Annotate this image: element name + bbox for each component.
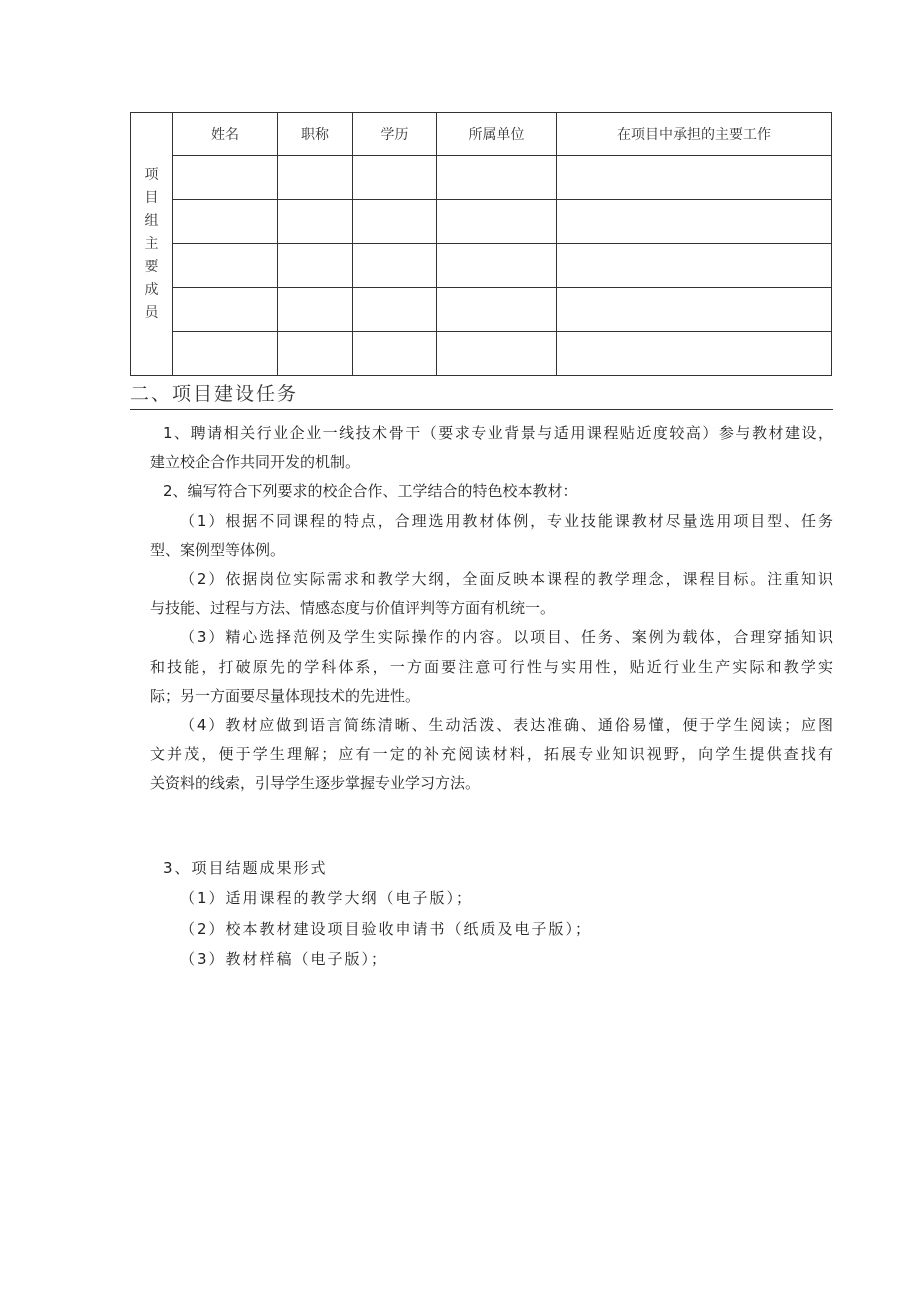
- table-cell[interactable]: [437, 288, 557, 332]
- table-cell[interactable]: [278, 288, 353, 332]
- label-char: 目: [144, 189, 159, 206]
- label-char: 组: [144, 212, 159, 229]
- table-cell[interactable]: [353, 244, 437, 288]
- table-cell[interactable]: [353, 288, 437, 332]
- table-row: [131, 200, 832, 244]
- outcomes-title: 3、项目结题成果形式: [163, 859, 328, 877]
- paragraph-line: 与技能、过程与方法、情感态度与价值评判等方面有机统一。: [150, 599, 556, 618]
- table-cell[interactable]: [173, 288, 278, 332]
- paragraph-line: （3）精心选择范例及学生实际操作的内容。以项目、任务、案例为载体，合理穿插知识: [180, 628, 833, 647]
- header-unit: 所属单位: [437, 113, 557, 156]
- table-cell[interactable]: [437, 244, 557, 288]
- table-cell[interactable]: [353, 200, 437, 244]
- table-cell[interactable]: [173, 244, 278, 288]
- label-char: 项: [144, 166, 159, 183]
- table-cell[interactable]: [437, 156, 557, 200]
- paragraph-line: 关资料的线索，引导学生逐步掌握专业学习方法。: [150, 774, 481, 793]
- section-heading: 二、项目建设任务: [130, 382, 833, 410]
- paragraph-line: 型、案例型等体例。: [150, 540, 286, 559]
- outcomes-section: [150, 853, 592, 974]
- paragraph-line: 建立校企合作共同开发的机制。: [150, 453, 361, 472]
- table-header-row: [131, 113, 832, 156]
- header-main-work: 在项目中承担的主要工作: [557, 113, 832, 156]
- paragraph-line: 际；另一方面要尽量体现技术的先进性。: [150, 686, 421, 705]
- header-name: 姓名: [173, 113, 278, 156]
- outcome-item: （1）适用课程的教学大纲（电子版）；: [180, 889, 474, 908]
- paragraph-line: 和技能，打破原先的学科体系，一方面要注意可行性与实用性，贴近行业生产实际和教学实: [150, 657, 833, 676]
- paragraph-line: 1、聘请相关行业企业一线技术骨干（要求专业背景与适用课程贴近度较高）参与教材建设，: [163, 424, 833, 442]
- table-cell[interactable]: [557, 156, 832, 200]
- label-char: 主: [144, 235, 159, 252]
- header-education: 学历: [353, 113, 437, 156]
- table-cell[interactable]: [278, 244, 353, 288]
- table-row: [131, 156, 832, 200]
- table-cell[interactable]: [278, 156, 353, 200]
- task-body: [150, 419, 833, 799]
- paragraph-line: （1）根据不同课程的特点，合理选用教材体例，专业技能课教材尽量选用项目型、任务: [180, 511, 833, 530]
- table-cell[interactable]: [173, 156, 278, 200]
- table-cell[interactable]: [353, 156, 437, 200]
- table-row: [131, 332, 832, 376]
- table-cell[interactable]: [557, 332, 832, 376]
- row-group-label: [131, 113, 173, 376]
- paragraph-line: 2、编写符合下列要求的校企合作、工学结合的特色校本教材：: [163, 482, 578, 501]
- table-row: [131, 288, 832, 332]
- paragraph-line: 文并茂，便于学生理解；应有一定的补充阅读材料，拓展专业知识视野，向学生提供查找有: [150, 745, 833, 764]
- label-char: 员: [144, 304, 159, 321]
- label-char: 成: [144, 281, 159, 298]
- table-cell[interactable]: [557, 200, 832, 244]
- table-cell[interactable]: [173, 332, 278, 376]
- table-cell[interactable]: [437, 332, 557, 376]
- table-cell[interactable]: [278, 332, 353, 376]
- table-row: [131, 244, 832, 288]
- table-cell[interactable]: [173, 200, 278, 244]
- paragraph-line: （4）教材应做到语言简练清晰、生动活泼、表达准确、通俗易懂，便于学生阅读；应图: [180, 716, 833, 735]
- header-title: 职称: [278, 113, 353, 156]
- table-cell[interactable]: [557, 288, 832, 332]
- label-char: 要: [144, 258, 159, 275]
- outcome-item: （2）校本教材建设项目验收申请书（纸质及电子版）；: [180, 919, 593, 938]
- table-cell[interactable]: [557, 244, 832, 288]
- paragraph-line: （2）依据岗位实际需求和教学大纲，全面反映本课程的教学理念，课程目标。注重知识: [180, 570, 833, 589]
- table-cell[interactable]: [437, 200, 557, 244]
- project-members-table: [130, 112, 832, 376]
- table-cell[interactable]: [353, 332, 437, 376]
- table-cell[interactable]: [278, 200, 353, 244]
- outcome-item: （3）教材样稿（电子版）；: [180, 949, 389, 968]
